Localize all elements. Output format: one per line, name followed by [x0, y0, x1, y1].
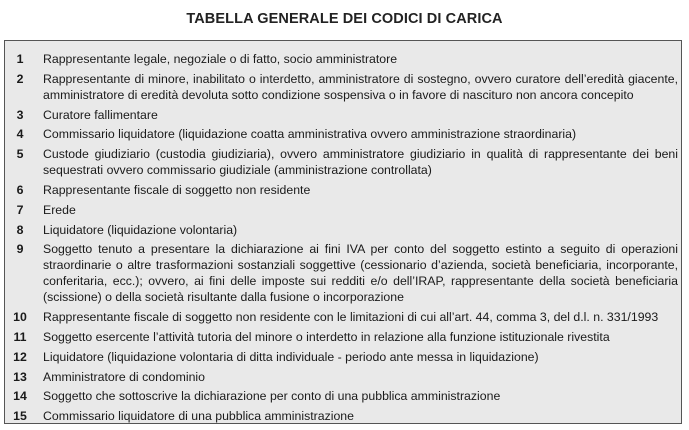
table-row: [5, 182, 681, 198]
table-row: [5, 222, 681, 238]
table-row: [5, 146, 681, 178]
code-description: Liquidatore (liquidazione volontaria di ditta individuale - periodo ante messa in liquidazione): [43, 349, 539, 364]
code-number: 9: [16, 242, 24, 257]
table-row: [5, 241, 681, 305]
code-description: Soggetto tenuto a presentare la dichiarazione ai fini IVA per conto del soggetto estinto a seguito di operazioni straordinarie o altre trasformazioni sostanziali soggettive (cessionario d’azienda, società beneficiaria, incorporante, conferitaria, ecc.); ovvero, ai fini delle imposte sui redditi e/o dell’IRAP, rappresentante della società beneficiaria (scissione) o della società risultante dalla fusione o incorporazione: [43, 242, 678, 305]
table-row: [5, 329, 681, 345]
code-description: Soggetto esercente l’attività tutoria del minore o interdetto in relazione alla funzione istituzionale rivestita: [43, 329, 610, 344]
code-description: Rappresentante fiscale di soggetto non residente con le limitazioni di cui all’art. 44, comma 3, del d.l. n. 331/1993: [43, 310, 659, 325]
code-description: Commissario liquidatore di una pubblica amministrazione: [43, 409, 354, 424]
table-row: [5, 107, 681, 123]
code-number: 8: [16, 222, 24, 237]
code-description: Rappresentante fiscale di soggetto non residente: [43, 182, 311, 197]
table-row: [5, 349, 681, 365]
code-number: 2: [16, 71, 24, 86]
code-number: 12: [13, 349, 27, 364]
table-row: [5, 408, 681, 424]
code-number: 5: [16, 147, 24, 162]
table-row: [5, 51, 681, 67]
page-title: TABELLA GENERALE DEI CODICI DI CARICA: [186, 11, 503, 27]
code-description: Custode giudiziario (custodia giudiziaria), ovvero amministratore giudiziario in qualità di rappresentante dei beni sequestrati ovvero commissario giudiziale (amministrazione controllata): [43, 147, 678, 178]
code-description: Rappresentante di minore, inabilitato o interdetto, amministratore di sostegno, ovvero curatore dell’eredità giacente, amministratore di eredità devoluta sotto condizione sospensiva o in favore di nascituro non ancora concepito: [43, 71, 678, 102]
code-number: 3: [16, 107, 24, 122]
code-number: 1: [16, 52, 24, 66]
codes-table: [4, 40, 682, 424]
code-number: 10: [13, 310, 27, 325]
table-row: [5, 388, 681, 404]
code-description: Erede: [43, 202, 76, 217]
code-description: Soggetto che sottoscrive la dichiarazione per conto di una pubblica amministrazione: [43, 389, 501, 404]
code-number: 14: [13, 389, 27, 404]
table-row: [5, 202, 681, 218]
code-description: Liquidatore (liquidazione volontaria): [43, 222, 238, 237]
code-number: 7: [16, 202, 24, 217]
table-row: [5, 369, 681, 385]
codes-list: [5, 51, 681, 428]
table-row: [5, 126, 681, 142]
code-number: 13: [13, 369, 27, 384]
code-description: Curatore fallimentare: [43, 107, 158, 122]
table-row: [5, 71, 681, 103]
code-number: 15: [13, 409, 27, 424]
code-number: 4: [16, 127, 24, 142]
table-row: [5, 309, 681, 325]
code-description: Commissario liquidatore (liquidazione coatta amministrativa ovvero amministrazione straordinaria): [43, 127, 577, 142]
code-number: 11: [13, 329, 27, 344]
code-number: 6: [16, 182, 24, 197]
code-description: Amministratore di condominio: [43, 369, 205, 384]
code-description: Rappresentante legale, negoziale o di fatto, socio amministratore: [43, 52, 398, 66]
